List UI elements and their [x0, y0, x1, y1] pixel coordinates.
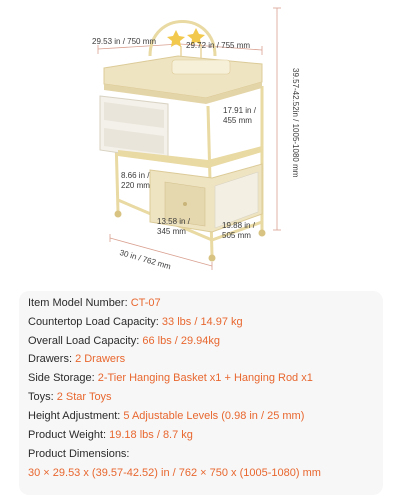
wheel-icon: [259, 230, 266, 237]
spec-label: Item Model Number:: [28, 297, 131, 309]
dimension-lower-width-in: 19.88 in /: [222, 221, 255, 230]
spec-label: Side Storage:: [28, 372, 98, 384]
spec-toys: [28, 390, 112, 404]
spec-overall-load: [28, 334, 220, 348]
spec-value: 33 lbs / 14.97 kg: [161, 316, 243, 328]
spec-label: Overall Load Capacity:: [28, 335, 143, 347]
dimension-total-height: 39.57-42.52in / 1005-1080 mm: [291, 68, 300, 178]
spec-label: Product Dimensions:: [28, 448, 130, 460]
spec-value: 5 Adjustable Levels (0.98 in / 25 mm): [123, 410, 305, 422]
pad-cushion: [172, 60, 230, 74]
spec-label: Height Adjustment:: [28, 410, 124, 422]
spec-drawers: [28, 352, 125, 366]
dimension-basket-height-mm: 220 mm: [121, 181, 150, 190]
spec-label: Toys:: [28, 391, 57, 403]
spec-model-number: [28, 296, 161, 310]
spec-height-adjustment: [28, 409, 304, 423]
spec-value: 19.18 lbs / 8.7 kg: [109, 429, 193, 441]
dimension-lower-width-mm: 505 mm: [222, 231, 251, 240]
dimension-base-length: 30 in / 762 mm: [118, 248, 172, 272]
dimension-top-depth-mm: 455 mm: [223, 116, 252, 125]
spec-value: 2-Tier Hanging Basket x1 + Hanging Rod x1: [97, 372, 313, 384]
spec-countertop-load: [28, 315, 243, 329]
dimension-basket-height-in: 8.66 in /: [121, 171, 150, 180]
dimension-top-depth-in: 17.91 in /: [223, 106, 256, 115]
spec-value: CT-07: [130, 297, 161, 309]
wheel-icon: [115, 211, 122, 218]
spec-label: Countertop Load Capacity:: [28, 316, 162, 328]
dimension-lower-depth-in: 13.58 in /: [157, 217, 190, 226]
spec-dimensions-value: [28, 466, 321, 480]
spec-value: 66 lbs / 29.94kg: [142, 335, 221, 347]
dimension-right-width: 29.72 in / 755 mm: [186, 41, 251, 50]
spec-label: Product Weight:: [28, 429, 110, 441]
drawer-handle: [183, 202, 187, 206]
dimension-left-width: 29.53 in / 750 mm: [92, 37, 157, 46]
spec-side-storage: [28, 371, 313, 385]
dimension-lower-depth-mm: 345 mm: [157, 227, 186, 236]
spec-value: 30 × 29.53 x (39.57-42.52) in / 762 × 750 x (1005-1080) mm: [28, 467, 321, 479]
spec-value: 2 Star Toys: [56, 391, 112, 403]
spec-value: 2 Drawers: [75, 353, 126, 365]
spec-product-weight: [28, 428, 193, 442]
spec-label: Drawers:: [28, 353, 76, 365]
spec-product-dimensions: [28, 447, 130, 461]
wheel-icon: [209, 255, 216, 262]
